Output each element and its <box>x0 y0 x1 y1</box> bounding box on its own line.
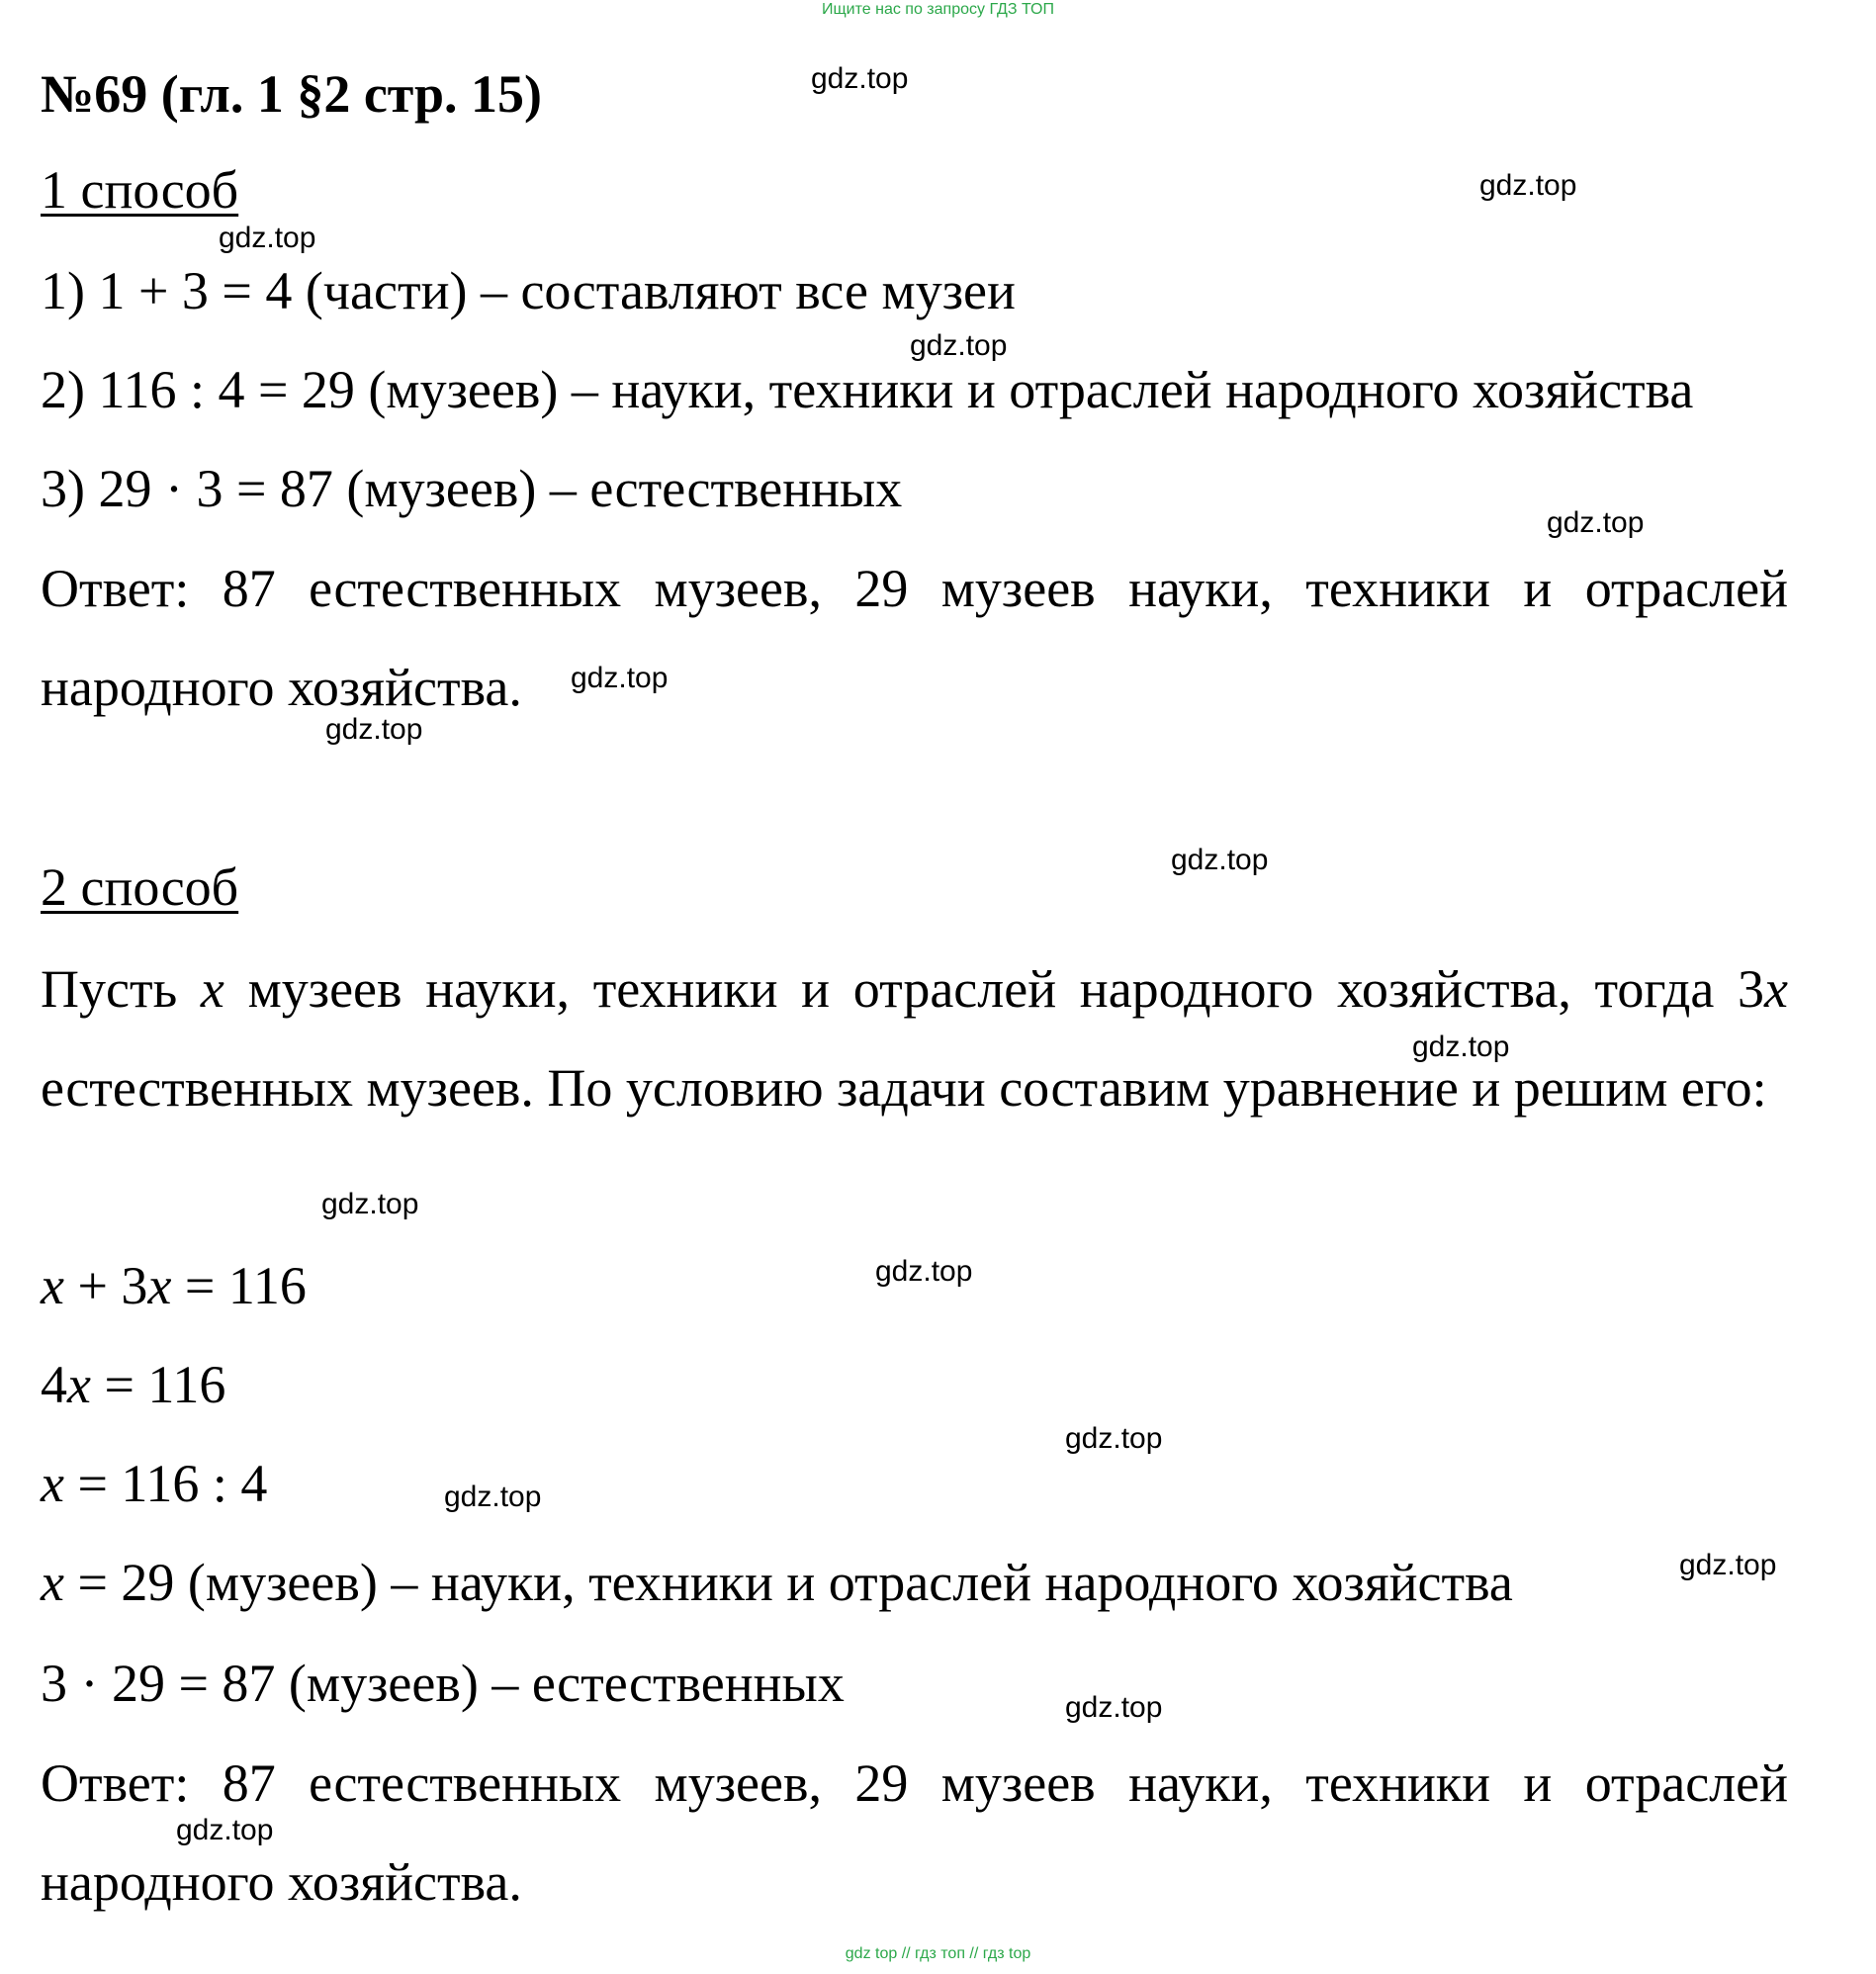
method-2-answer: Ответ: 87 естественных музеев, 29 музеев науки, техники и отраслей народного хозяйства. <box>41 1753 1788 1912</box>
watermark: gdz.top <box>910 329 1008 362</box>
method-1-step-2: 2) 116 : 4 = 29 (музеев) – науки, техники и отраслей народного хозяйства <box>41 360 1694 419</box>
watermark: gdz.top <box>1065 1422 1163 1455</box>
watermark: gdz.top <box>811 62 909 95</box>
watermark: gdz.top <box>1679 1549 1777 1581</box>
top-search-banner: Ищите нас по запросу ГДЗ ТОП <box>822 1 1054 18</box>
equation-4: x = 29 (музеев) – науки, техники и отраслей народного хозяйства <box>41 1553 1513 1612</box>
watermark: gdz.top <box>219 222 316 254</box>
method-1-heading: 1 способ <box>41 160 239 220</box>
watermark: gdz.top <box>571 662 669 694</box>
method-1-step-1: 1) 1 + 3 = 4 (части) – составляют все музеи <box>41 261 1016 320</box>
method-1-answer: Ответ: 87 естественных музеев, 29 музеев науки, техники и отраслей народного хозяйства. <box>41 559 1788 717</box>
watermark: gdz.top <box>325 713 423 746</box>
watermark: gdz.top <box>1065 1691 1163 1724</box>
watermark: gdz.top <box>1479 169 1577 202</box>
equation-2: 4x = 116 <box>41 1355 226 1414</box>
watermark: gdz.top <box>444 1480 542 1513</box>
equation-3: x = 116 : 4 <box>41 1454 268 1513</box>
method-2-intro: Пусть x музеев науки, техники и отраслей народного хозяйства, тогда 3x естественных музеев. По условию задачи составим уравнение и решим его: <box>41 959 1788 1118</box>
watermark: gdz.top <box>1412 1031 1510 1063</box>
method-1-step-3: 3) 29 · 3 = 87 (музеев) – естественных <box>41 459 903 518</box>
watermark: gdz.top <box>875 1255 973 1288</box>
problem-title: №69 (гл. 1 §2 стр. 15) <box>41 64 542 124</box>
method-2-final-step: 3 · 29 = 87 (музеев) – естественных <box>41 1654 845 1713</box>
watermark: gdz.top <box>1547 506 1645 539</box>
equation-1: x + 3x = 116 <box>41 1256 307 1315</box>
method-2-heading: 2 способ <box>41 857 239 917</box>
watermark: gdz.top <box>321 1188 419 1220</box>
watermark: gdz.top <box>1171 844 1269 876</box>
watermark: gdz.top <box>176 1814 274 1846</box>
bottom-site-banner: gdz top // гдз топ // гдз top <box>845 1945 1031 1962</box>
